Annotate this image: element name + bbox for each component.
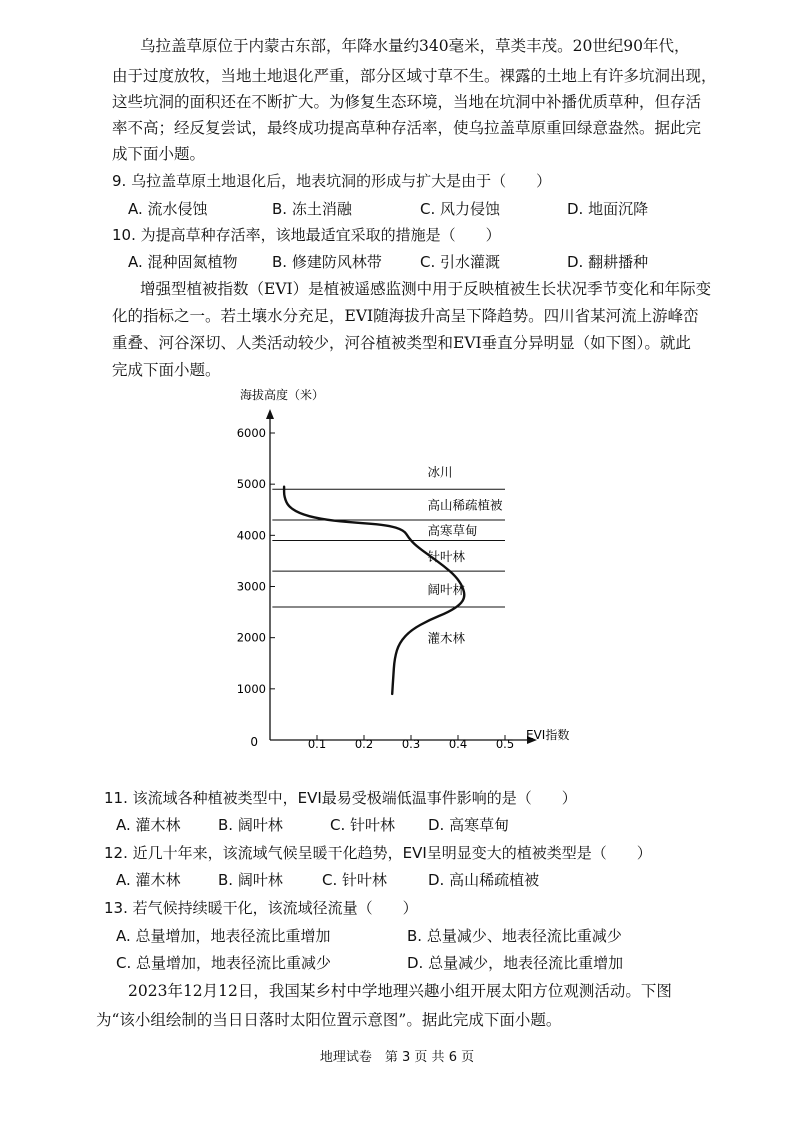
tick-label-origin: 0	[250, 735, 258, 749]
x-tick-label: 0.5	[495, 737, 515, 751]
y-tick-label: 3000	[236, 579, 266, 594]
zone-label: 灌木林	[427, 630, 465, 646]
zone-label: 阔叶林	[427, 582, 465, 598]
x-tick-label: 0.1	[307, 737, 327, 751]
option-a[interactable]: A. 混种固氮植物	[128, 253, 238, 271]
y-axis-label: 海拔高度（米）	[240, 388, 325, 402]
question-stem: 12. 近几十年来，该流域气候呈暖干化趋势，EVI呈明显变大的植被类型是（ ）	[104, 844, 652, 862]
question-stem: 13. 若气候持续暖干化，该流域径流量（ ）	[104, 899, 418, 917]
y-tick-label: 1000	[236, 681, 266, 696]
passage-2-line: 增强型植被指数（EVI）是植被遥感监测中用于反映植被生长状况季节变化和年际变	[140, 280, 712, 298]
y-tick-label: 2000	[236, 630, 266, 645]
option-d[interactable]: D. 高寒草甸	[428, 816, 510, 834]
passage-1-line: 由于过度放牧，当地土地退化严重，部分区域寸草不生。裸露的土地上有许多坑洞出现，	[112, 67, 717, 85]
evi-altitude-chart	[236, 380, 596, 760]
option-b[interactable]: B. 修建防风林带	[272, 253, 382, 271]
question-stem: 10. 为提高草种存活率，该地最适宜采取的措施是（ ）	[112, 226, 501, 244]
option-b[interactable]: B. 阔叶林	[218, 871, 283, 889]
option-a[interactable]: A. 灌木林	[116, 816, 181, 834]
option-a[interactable]: A. 流水侵蚀	[128, 200, 208, 218]
zone-label: 针叶林	[427, 548, 465, 564]
y-tick-label: 4000	[236, 528, 266, 543]
option-d[interactable]: D. 翻耕播种	[567, 253, 649, 271]
x-axis-label: EVI指数	[526, 728, 570, 742]
y-tick-label: 6000	[236, 426, 266, 440]
passage-2-line: 重叠、河谷深切、人类活动较少，河谷植被类型和EVI垂直分异明显（如下图）。就此	[112, 334, 691, 352]
passage-2-line: 化的指标之一。若土壤水分充足，EVI随海拔升高呈下降趋势。四川省某河流上游峰峦	[112, 307, 699, 325]
y-tick-label: 5000	[236, 477, 266, 492]
x-tick-label: 0.3	[401, 737, 421, 751]
option-d[interactable]: D. 总量减少，地表径流比重增加	[407, 954, 624, 972]
zone-label: 高山稀疏植被	[427, 497, 503, 513]
option-c[interactable]: C. 针叶林	[330, 816, 396, 834]
option-a[interactable]: A. 总量增加，地表径流比重增加	[116, 927, 331, 945]
passage-2-line: 完成下面小题。	[112, 361, 221, 379]
passage-3-line: 为“该小组绘制的当日日落时太阳位置示意图”。据此完成下面小题。	[96, 1011, 562, 1029]
question-stem: 11. 该流域各种植被类型中，EVI最易受极端低温事件影响的是（ ）	[104, 789, 577, 807]
option-d[interactable]: D. 高山稀疏植被	[428, 871, 540, 889]
option-d[interactable]: D. 地面沉降	[567, 200, 649, 218]
option-c[interactable]: C. 针叶林	[322, 871, 388, 889]
passage-1-line: 率不高；经反复尝试，最终成功提高草种存活率，使乌拉盖草原重回绿意盎然。据此完	[112, 119, 702, 137]
zone-label: 冰川	[427, 464, 453, 480]
page-footer: 地理试卷 第 3 页 共 6 页	[319, 1050, 475, 1065]
option-a[interactable]: A. 灌木林	[116, 871, 181, 889]
option-c[interactable]: C. 总量增加，地表径流比重减少	[116, 954, 332, 972]
passage-1-line: 成下面小题。	[112, 145, 206, 163]
option-c[interactable]: C. 风力侵蚀	[420, 200, 501, 218]
option-c[interactable]: C. 引水灌溉	[420, 253, 501, 271]
question-stem: 9. 乌拉盖草原土地退化后，地表坑洞的形成与扩大是由于（ ）	[112, 172, 552, 190]
x-tick-label: 0.2	[354, 737, 374, 751]
option-b[interactable]: B. 阔叶林	[218, 816, 283, 834]
passage-1-line: 这些坑洞的面积还在不断扩大。为修复生态环境，当地在坑洞中补播优质草种，但存活	[112, 93, 702, 111]
x-tick-label: 0.4	[448, 737, 468, 751]
passage-1-line: 乌拉盖草原位于内蒙古东部，年降水量约340毫米，草类丰茂。20世纪90年代，	[140, 37, 690, 55]
option-b[interactable]: B. 冻土消融	[272, 200, 352, 218]
y-axis-arrow	[266, 409, 274, 419]
zone-label: 高寒草甸	[427, 523, 478, 539]
option-b[interactable]: B. 总量减少、地表径流比重减少	[407, 927, 622, 945]
passage-3-line: 2023年12月12日，我国某乡村中学地理兴趣小组开展太阳方位观测活动。下图	[128, 982, 672, 1000]
